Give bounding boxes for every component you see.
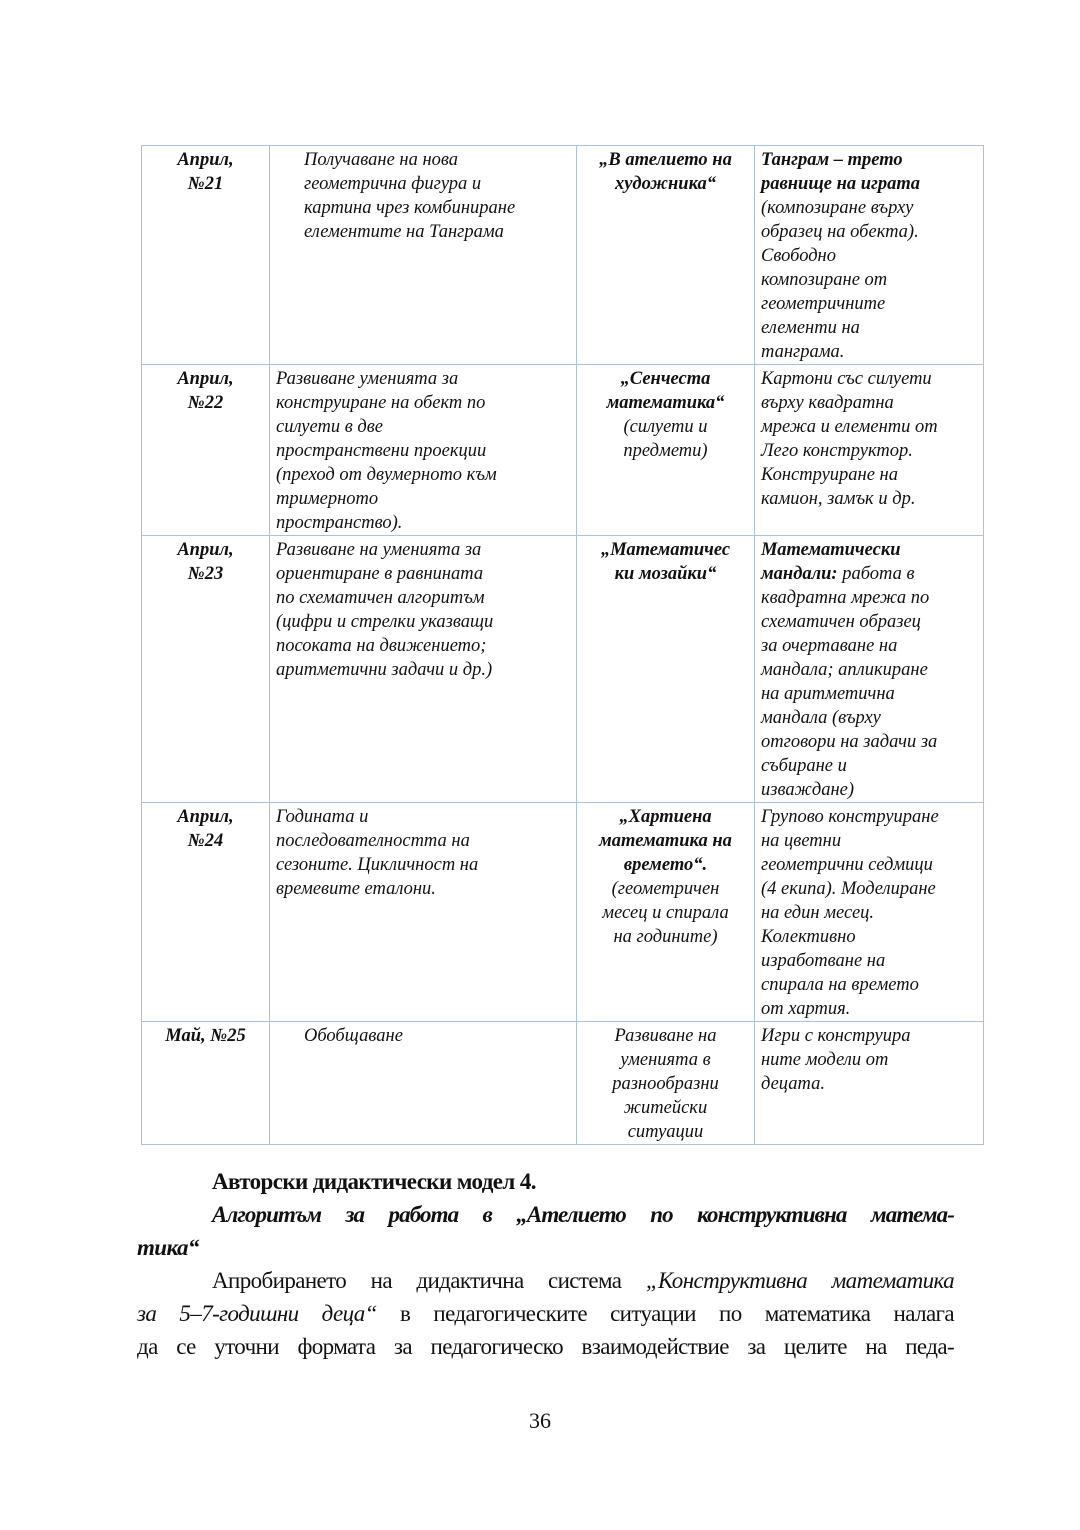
- goal-cell: Обобщаване: [270, 1022, 577, 1145]
- activity-cell: [755, 1022, 984, 1145]
- topic-cell: [577, 365, 755, 536]
- activity-cell: [755, 365, 984, 536]
- activity-cell: [755, 536, 984, 803]
- section-text: [137, 1165, 954, 1363]
- activity-text: работа в квадратна мрежа по схематичен образец за очертаване на мандала; апликиране на аритметична мандала (върху отговори на задачи за събиране и изваждане): [761, 564, 938, 800]
- activity-title: Математически мандали:: [761, 540, 901, 584]
- topic-title: „В ателието на художника“: [599, 150, 732, 194]
- table-row: [142, 803, 984, 1022]
- table-row: [142, 365, 984, 536]
- activity-text: Картони със силуети върху квадратна мрежа и елементи от Лего конструктор. Конструиране на камион, замък и др.: [761, 369, 938, 509]
- activity-text: Групово конструиране на цветни геометрични седмици (4 екипа). Моделиране на един месец. Колективно изработване на спирала на времето от хартия.: [761, 807, 939, 1019]
- paragraph-emphasis: за 5–7-годишни деца“: [137, 1301, 377, 1326]
- table-row: [142, 1022, 984, 1145]
- activity-text: (композиране върху образец на обекта). Свободно композиране от геометричните елементи на танграма.: [761, 198, 919, 362]
- paragraph-line: [137, 1297, 954, 1330]
- topic-cell: [577, 803, 755, 1022]
- topic-note: Развиване на уменията в разнообразни житейски ситуации: [612, 1026, 719, 1142]
- goal-cell: Развиване на уменията за ориентиране в равнината по схематичен алгоритъм (цифри и стрелки указващи посоката на движението; аритметични задачи и др.): [270, 536, 577, 803]
- paragraph-text: Апробирането на дидактична система: [212, 1268, 646, 1293]
- topic-cell: [577, 146, 755, 365]
- topic-cell: [577, 536, 755, 803]
- table-row: [142, 146, 984, 365]
- date-cell: Април, №24: [142, 803, 270, 1022]
- goal-cell: Получаване на нова геометрична фигура и картина чрез комбиниране елементите на Танграма: [270, 146, 577, 365]
- page-number: 36: [529, 1408, 551, 1433]
- activity-title: Танграм – трето равнище на играта: [761, 150, 920, 194]
- date-cell: Април, №21: [142, 146, 270, 365]
- table-row: [142, 536, 984, 803]
- topic-title: „Математичес ки мозайки“: [600, 540, 731, 584]
- section-subheading: Алгоритъм за работа в „Ателието по конструктивна матема-: [212, 1202, 954, 1227]
- paragraph-line: [137, 1264, 954, 1297]
- date-cell: Май, №25: [142, 1022, 270, 1145]
- activity-cell: [755, 803, 984, 1022]
- date-cell: Април, №23: [142, 536, 270, 803]
- lesson-plan-table: [141, 145, 984, 1145]
- goal-cell: Развиване уменията за конструиране на обект по силуети в две пространствени проекции (преход от двумерното към тримерното пространство).: [270, 365, 577, 536]
- topic-title: „Сенчеста математика“: [606, 369, 725, 413]
- section-heading: Авторски дидактически модел 4.: [212, 1169, 536, 1194]
- activity-cell: [755, 146, 984, 365]
- paragraph-emphasis: „Конструктивна математика: [645, 1268, 955, 1293]
- topic-note: (силуети и предмети): [623, 417, 708, 461]
- paragraph-text: в педагогическите ситуации по математика налага: [376, 1301, 954, 1326]
- paragraph-line: да се уточни формата за педагогическо взаимодействие за целите на педа-: [137, 1334, 954, 1359]
- date-cell: Април, №22: [142, 365, 270, 536]
- goal-cell: Годината и последователността на сезоните. Цикличност на времевите еталони.: [270, 803, 577, 1022]
- section-subheading-cont: тика“: [137, 1235, 199, 1260]
- topic-title: „Хартиена математика на времето“.: [599, 807, 732, 875]
- activity-text: Игри с конструира ните модели от децата.: [761, 1026, 911, 1094]
- topic-cell: [577, 1022, 755, 1145]
- topic-note: (геометричен месец и спирала на годините): [602, 879, 729, 947]
